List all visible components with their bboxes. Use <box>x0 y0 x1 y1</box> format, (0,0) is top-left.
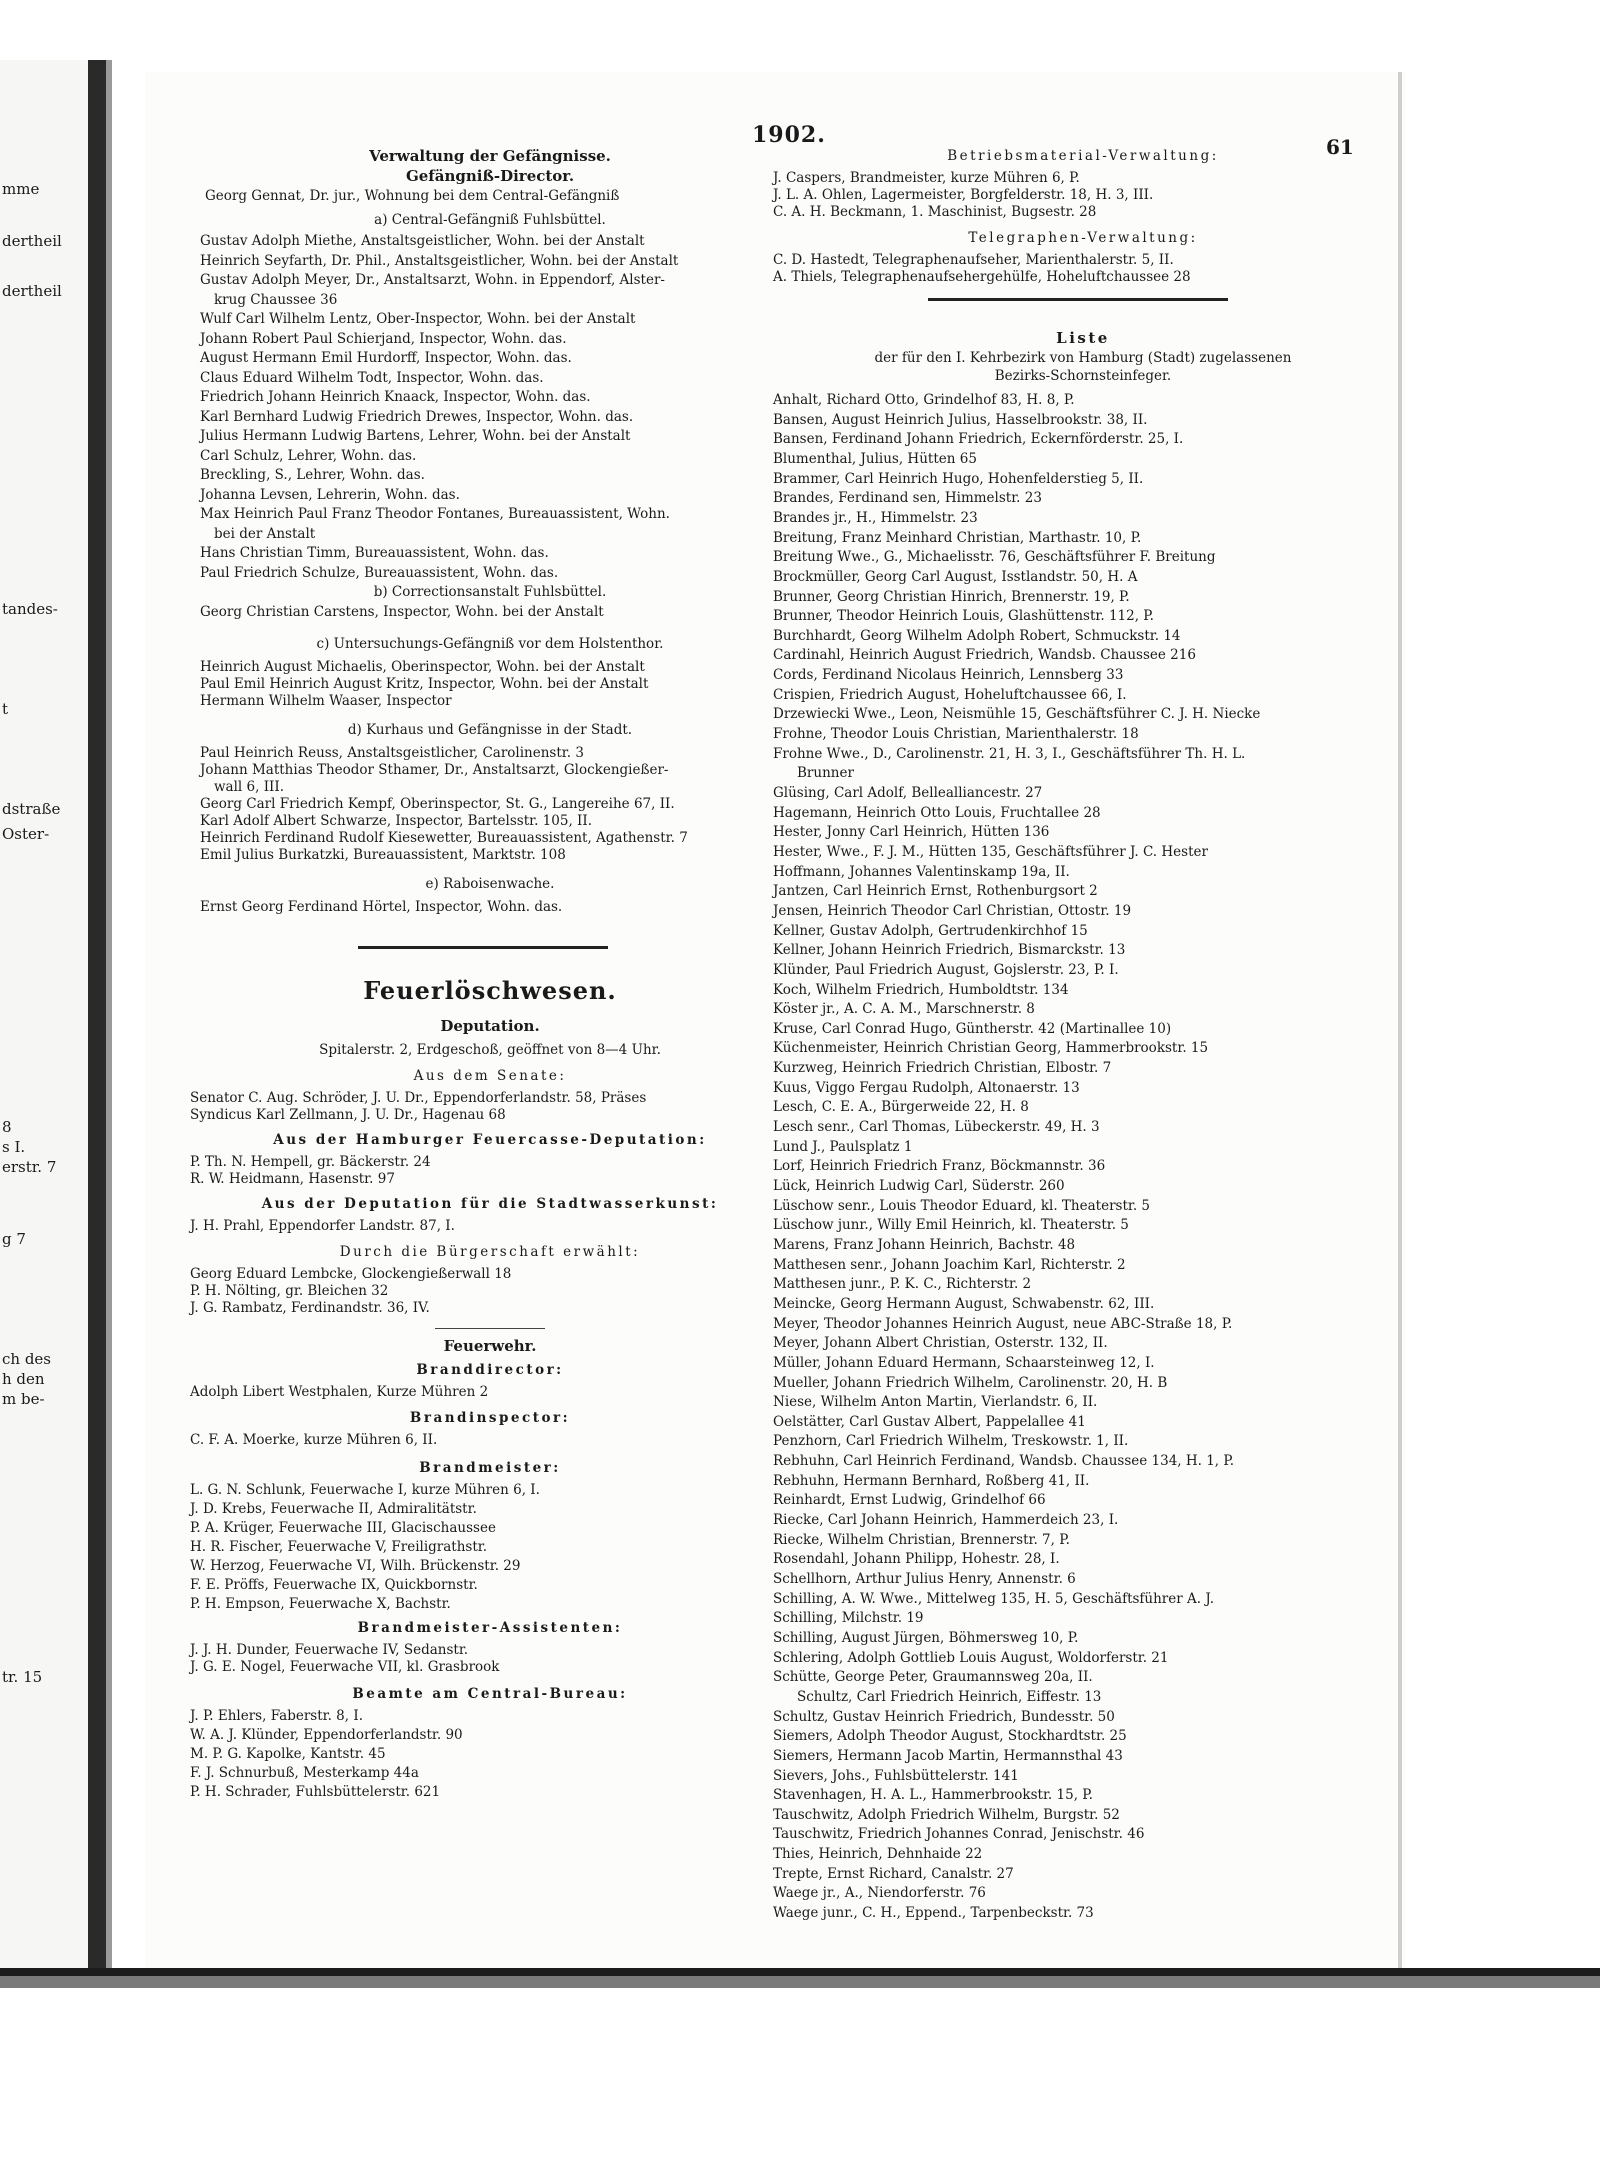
list-entry: Frohne, Theodor Louis Christian, Marienthalerstr. 18 <box>773 726 1139 743</box>
list-entry: Meincke, Georg Hermann August, Schwabenstr. 62, III. <box>773 1295 1155 1312</box>
entry: A. Thiels, Telegraphenaufsehergehülfe, Hoheluftchaussee 28 <box>773 269 1191 285</box>
entry: P. Th. N. Hempell, gr. Bäckerstr. 24 <box>190 1154 431 1170</box>
list-entry: M. P. G. Kapolke, Kantstr. 45 <box>190 1746 386 1762</box>
entry: Georg Christian Carstens, Inspector, Wohn. bei der Anstalt <box>200 604 604 620</box>
fire-section-title: Feuerlöschwesen. <box>363 976 617 1005</box>
list-entry: H. R. Fischer, Feuerwache V, Freiligrathstr. <box>190 1539 488 1555</box>
list-entry: J. D. Krebs, Feuerwache II, Admiralitätstr. <box>190 1501 477 1517</box>
list-entry: Brunner <box>797 765 854 782</box>
list-entry: Breitung, Franz Meinhard Christian, Marthastr. 10, P. <box>773 529 1142 546</box>
entry: J. H. Prahl, Eppendorfer Landstr. 87, I. <box>190 1218 455 1234</box>
subsection-heading: Betriebsmaterial-Verwaltung: <box>947 148 1219 164</box>
list-entry: Gustav Adolph Meyer, Dr., Anstaltsarzt, Wohn. in Eppendorf, Alster- <box>200 272 665 288</box>
list-entry: Stavenhagen, H. A. L., Hammerbrookstr. 15, P. <box>773 1787 1093 1804</box>
list-entry: Lesch, C. E. A., Bürgerweide 22, H. 8 <box>773 1099 1029 1116</box>
list-entry: Rosendahl, Johann Philipp, Hohestr. 28, I. <box>773 1551 1060 1568</box>
list-entry: Klünder, Paul Friedrich August, Gojslerstr. 23, P. I. <box>773 961 1119 978</box>
page-number: 61 <box>1326 135 1354 159</box>
list-entry: Brunner, Theodor Heinrich Louis, Glashüttenstr. 112, P. <box>773 608 1154 625</box>
list-entry: Brandes jr., H., Himmelstr. 23 <box>773 509 978 526</box>
list-entry: J. P. Ehlers, Faberstr. 8, I. <box>190 1708 363 1724</box>
list-entry: Küchenmeister, Heinrich Christian Georg, Hammerbrookstr. 15 <box>773 1040 1209 1057</box>
list-entry: Hester, Wwe., F. J. M., Hütten 135, Geschäftsführer J. C. Hester <box>773 843 1208 860</box>
list-entry: Thies, Heinrich, Dehnhaide 22 <box>773 1846 983 1863</box>
list-entry: Meyer, Johann Albert Christian, Osterstr. 132, II. <box>773 1335 1108 1352</box>
brigade-heading: Feuerwehr. <box>443 1337 537 1355</box>
deputation-address: Spitalerstr. 2, Erdgeschoß, geöffnet von 8—4 Uhr. <box>319 1042 661 1058</box>
list-entry: krug Chaussee 36 <box>214 291 338 308</box>
list-entry: Heinrich Seyfarth, Dr. Phil., Anstaltsgeistlicher, Wohn. bei der Anstalt <box>200 252 679 269</box>
list-entry: Max Heinrich Paul Franz Theodor Fontanes, Bureauassistent, Wohn. <box>200 506 670 522</box>
list-entry: Kruse, Carl Conrad Hugo, Güntherstr. 42 (Martinallee 10) <box>773 1020 1172 1037</box>
list-entry: Schellhorn, Arthur Julius Henry, Annenstr. 6 <box>773 1571 1076 1587</box>
list-entry: Köster jr., A. C. A. M., Marschnerstr. 8 <box>773 1001 1035 1018</box>
list-entry: P. A. Krüger, Feuerwache III, Glacischaussee <box>190 1520 496 1536</box>
list-entry: Rebhuhn, Hermann Bernhard, Roßberg 41, II. <box>773 1472 1090 1489</box>
list-entry: Koch, Wilhelm Friedrich, Humboldtstr. 134 <box>773 981 1069 998</box>
deputation-heading: Deputation. <box>440 1017 540 1035</box>
list-entry: Hagemann, Heinrich Otto Louis, Fruchtallee 28 <box>773 804 1101 821</box>
left-fragment: tr. 15 <box>2 1668 43 1686</box>
list-entry: Siemers, Adolph Theodor August, Stockhardtstr. 25 <box>773 1728 1127 1745</box>
subsection-heading: Branddirector: <box>416 1362 564 1378</box>
list-entry: P. H. Schrader, Fuhlsbüttelerstr. 621 <box>190 1784 441 1800</box>
list-entry: Waege junr., C. H., Eppend., Tarpenbeckstr. 73 <box>773 1905 1094 1922</box>
list-entry: bei der Anstalt <box>214 525 316 542</box>
list-entry: Waege jr., A., Niendorferstr. 76 <box>773 1885 986 1902</box>
left-fragment: t <box>2 700 9 718</box>
entry: J. J. H. Dunder, Feuerwache IV, Sedanstr. <box>190 1642 469 1658</box>
list-entry: Breitung Wwe., G., Michaelisstr. 76, Geschäftsführer F. Breitung <box>773 549 1216 566</box>
list-entry: Crispien, Friedrich August, Hoheluftchaussee 66, I. <box>773 686 1127 703</box>
left-fragment: h den <box>2 1370 45 1388</box>
list-entry: Rebhuhn, Carl Heinrich Ferdinand, Wandsb. Chaussee 134, H. 1, P. <box>773 1453 1235 1470</box>
list-entry: Anhalt, Richard Otto, Grindelhof 83, H. 8, P. <box>773 392 1075 408</box>
list-entry: W. A. J. Klünder, Eppendorferlandstr. 90 <box>190 1727 463 1743</box>
list-entry: Glüsing, Carl Adolf, Bellealliancestr. 27 <box>773 785 1043 801</box>
list-entry: F. E. Pröffs, Feuerwache IX, Quickbornstr. <box>190 1577 478 1593</box>
list-entry: Müller, Johann Eduard Hermann, Schaarsteinweg 12, I. <box>773 1354 1155 1371</box>
list-entry: Riecke, Carl Johann Heinrich, Hammerdeich 23, I. <box>773 1512 1119 1529</box>
entry: Syndicus Karl Zellmann, J. U. Dr., Hagenau 68 <box>190 1107 506 1123</box>
list-entry: Reinhardt, Ernst Ludwig, Grindelhof 66 <box>773 1492 1046 1509</box>
list-entry: Gustav Adolph Miethe, Anstaltsgeistlicher, Wohn. bei der Anstalt <box>200 233 645 249</box>
list-entry: Kuus, Viggo Fergau Rudolph, Altonaerstr. 13 <box>773 1079 1080 1096</box>
entry: P. H. Nölting, gr. Bleichen 32 <box>190 1283 389 1299</box>
left-fragment: mme <box>2 180 40 198</box>
list-entry: Paul Friedrich Schulze, Bureauassistent, Wohn. das. <box>200 564 559 581</box>
scan-bottom-strip <box>0 1976 1600 1988</box>
subsection-heading: Brandmeister: <box>419 1460 561 1476</box>
book-spine <box>88 60 106 1980</box>
list-entry: Hans Christian Timm, Bureauassistent, Wohn. das. <box>200 545 549 561</box>
entry: Paul Heinrich Reuss, Anstaltsgeistlicher, Carolinenstr. 3 <box>200 745 584 761</box>
entry: Georg Carl Friedrich Kempf, Oberinspector, St. G., Langereihe 67, II. <box>200 796 675 812</box>
list-entry: Kellner, Gustav Adolph, Gertrudenkirchhof 15 <box>773 922 1088 939</box>
list-entry: Kurzweg, Heinrich Friedrich Christian, Elbostr. 7 <box>773 1060 1112 1077</box>
list-entry: Penzhorn, Carl Friedrich Wilhelm, Treskowstr. 1, II. <box>773 1433 1129 1450</box>
list-entry: Lüschow senr., Louis Theodor Eduard, kl. Theaterstr. 5 <box>773 1197 1151 1214</box>
list-entry: Schilling, August Jürgen, Böhmersweg 10, P. <box>773 1629 1079 1646</box>
list-entry: Trepte, Ernst Richard, Canalstr. 27 <box>773 1865 1014 1882</box>
subsection-heading: b) Correctionsanstalt Fuhlsbüttel. <box>373 584 607 600</box>
list-entry: Schultz, Gustav Heinrich Friedrich, Bundesstr. 50 <box>773 1708 1115 1725</box>
list-entry: Lüschow junr., Willy Emil Heinrich, kl. Theaterstr. 5 <box>773 1217 1129 1234</box>
list-entry: Burchhardt, Georg Wilhelm Adolph Robert, Schmuckstr. 14 <box>773 627 1181 644</box>
entry: Georg Gennat, Dr. jur., Wohnung bei dem Central-Gefängniß <box>205 188 620 204</box>
list-entry: Johanna Levsen, Lehrerin, Wohn. das. <box>200 486 460 503</box>
entry: J. G. E. Nogel, Feuerwache VII, kl. Grasbrook <box>190 1659 500 1675</box>
entry: Heinrich August Michaelis, Oberinspector, Wohn. bei der Anstalt <box>200 659 645 675</box>
section-subheading: Gefängniß-Director. <box>405 167 575 185</box>
entry: Heinrich Ferdinand Rudolf Kiesewetter, Bureauassistent, Agathenstr. 7 <box>200 830 688 846</box>
list-entry: Wulf Carl Wilhelm Lentz, Ober-Inspector, Wohn. bei der Anstalt <box>200 311 636 327</box>
page-year: 1902. <box>752 122 826 148</box>
entry: wall 6, III. <box>214 779 284 795</box>
list-entry: Schütte, George Peter, Graumannsweg 20a, II. <box>773 1669 1093 1686</box>
entry: R. W. Heidmann, Hasenstr. 97 <box>190 1171 395 1187</box>
list-entry: Hoffmann, Johannes Valentinskamp 19a, II. <box>773 863 1070 880</box>
left-fragment: erstr. 7 <box>2 1158 57 1176</box>
entry: Paul Emil Heinrich August Kritz, Inspector, Wohn. bei der Anstalt <box>200 676 649 692</box>
list-entry: Schultz, Carl Friedrich Heinrich, Eiffestr. 13 <box>797 1688 1102 1705</box>
subsection-heading: Brandmeister-Assistenten: <box>357 1620 623 1636</box>
entry: Adolph Libert Westphalen, Kurze Mühren 2 <box>190 1384 489 1400</box>
list-entry: Claus Eduard Wilhelm Todt, Inspector, Wohn. das. <box>200 369 544 386</box>
list-entry: Sievers, Johs., Fuhlsbüttelerstr. 141 <box>773 1767 1019 1784</box>
list-entry: Brammer, Carl Heinrich Hugo, Hohenfelderstieg 5, II. <box>773 470 1144 487</box>
entry: J. G. Rambatz, Ferdinandstr. 36, IV. <box>190 1300 430 1316</box>
list-entry: Brunner, Georg Christian Hinrich, Brennerstr. 19, P. <box>773 588 1130 605</box>
list-entry: Lorf, Heinrich Friedrich Franz, Böckmannstr. 36 <box>773 1158 1106 1175</box>
book-spine-edge <box>106 60 112 1980</box>
list-entry: Frohne Wwe., D., Carolinenstr. 21, H. 3, I., Geschäftsführer Th. H. L. <box>773 745 1246 762</box>
left-fragment: Oster- <box>2 825 50 843</box>
entry: Hermann Wilhelm Waaser, Inspector <box>200 693 452 709</box>
list-entry: Bansen, August Heinrich Julius, Hasselbrookstr. 38, II. <box>773 411 1148 428</box>
subsection-heading: Beamte am Central-Bureau: <box>352 1686 628 1702</box>
entry: C. A. H. Beckmann, 1. Maschinist, Bugsestr. 28 <box>773 204 1097 220</box>
entry: C. F. A. Moerke, kurze Mühren 6, II. <box>190 1432 438 1448</box>
list-entry: Oelstätter, Carl Gustav Albert, Pappelallee 41 <box>773 1413 1086 1430</box>
left-fragment: tandes- <box>2 600 58 618</box>
list-entry: Cardinahl, Heinrich August Friedrich, Wandsb. Chaussee 216 <box>773 647 1196 664</box>
list-entry: Schilling, A. W. Wwe., Mittelweg 135, H. 5, Geschäftsführer A. J. <box>773 1590 1214 1607</box>
subsection-heading: Aus dem Senate: <box>413 1068 567 1084</box>
entry: Senator C. Aug. Schröder, J. U. Dr., Eppendorferlandstr. 58, Präses <box>190 1090 647 1106</box>
list-entry: Brockmüller, Georg Carl August, Isstlandstr. 50, H. A <box>773 568 1138 585</box>
subsection-heading: e) Raboisenwache. <box>425 876 555 892</box>
list-subtitle: Bezirks-Schornsteinfeger. <box>994 368 1172 384</box>
list-entry: Brandes, Ferdinand sen, Himmelstr. 23 <box>773 490 1042 507</box>
list-entry: Lück, Heinrich Ludwig Carl, Süderstr. 260 <box>773 1178 1065 1194</box>
list-entry: W. Herzog, Feuerwache VI, Wilh. Brückenstr. 29 <box>190 1558 521 1574</box>
list-entry: Mueller, Johann Friedrich Wilhelm, Carolinenstr. 20, H. B <box>773 1374 1168 1391</box>
list-entry: Lesch senr., Carl Thomas, Lübeckerstr. 49, H. 3 <box>773 1119 1100 1136</box>
section-divider <box>358 946 608 949</box>
list-entry: Riecke, Wilhelm Christian, Brennerstr. 7, P. <box>773 1531 1070 1548</box>
subsection-heading: a) Central-Gefängniß Fuhlsbüttel. <box>374 212 606 228</box>
left-fragment: dstraße <box>2 800 61 818</box>
left-fragment: ch des <box>2 1350 52 1368</box>
left-fragment: s I. <box>2 1138 26 1156</box>
subsection-heading: d) Kurhaus und Gefängnisse in der Stadt. <box>347 722 633 738</box>
left-fragment: g 7 <box>2 1230 26 1248</box>
page-edge <box>1398 72 1402 1972</box>
left-fragment: dertheil <box>2 232 62 250</box>
list-entry: August Hermann Emil Hurdorff, Inspector, Wohn. das. <box>200 350 572 366</box>
entry: J. Caspers, Brandmeister, kurze Mühren 6, P. <box>773 170 1080 186</box>
entry: Karl Adolf Albert Schwarze, Inspector, Bartelsstr. 105, II. <box>200 813 592 829</box>
list-entry: Niese, Wilhelm Anton Martin, Vierlandstr. 6, II. <box>773 1394 1098 1411</box>
subsection-heading: Brandinspector: <box>409 1410 571 1426</box>
entry: Johann Matthias Theodor Sthamer, Dr., Anstaltsarzt, Glockengießer- <box>200 762 669 778</box>
list-entry: Karl Bernhard Ludwig Friedrich Drewes, Inspector, Wohn. das. <box>200 408 634 425</box>
list-entry: Jantzen, Carl Heinrich Ernst, Rothenburgsort 2 <box>773 883 1098 900</box>
list-entry: Johann Robert Paul Schierjand, Inspector, Wohn. das. <box>200 330 567 347</box>
list-entry: Marens, Franz Johann Heinrich, Bachstr. 48 <box>773 1236 1076 1253</box>
left-fragment: m be- <box>2 1390 45 1408</box>
entry: Emil Julius Burkatzki, Bureauassistent, Marktstr. 108 <box>200 847 566 863</box>
list-entry: Bansen, Ferdinand Johann Friedrich, Eckernförderstr. 25, I. <box>773 431 1184 448</box>
list-entry: Lund J., Paulsplatz 1 <box>773 1138 913 1155</box>
subsection-heading: Telegraphen-Verwaltung: <box>968 230 1198 246</box>
section-heading: Verwaltung der Gefängnisse. <box>369 147 611 165</box>
left-fragment: 8 <box>2 1118 12 1136</box>
subsection-heading: Aus der Hamburger Feuercasse-Deputation: <box>273 1132 707 1148</box>
list-subtitle: der für den I. Kehrbezirk von Hamburg (Stadt) zugelassenen <box>874 350 1292 366</box>
left-page-fragment <box>0 60 88 1980</box>
list-entry: Tauschwitz, Adolph Friedrich Wilhelm, Burgstr. 52 <box>773 1806 1120 1823</box>
page-bottom-edge <box>0 1968 1600 1976</box>
list-entry: Siemers, Hermann Jacob Martin, Hermannsthal 43 <box>773 1747 1123 1764</box>
list-entry: Schilling, Milchstr. 19 <box>773 1610 924 1627</box>
list-entry: Matthesen junr., P. K. C., Richterstr. 2 <box>773 1276 1032 1293</box>
subsection-heading: c) Untersuchungs-Gefängniß vor dem Holstenthor. <box>316 636 664 652</box>
subsection-heading: Durch die Bürgerschaft erwählt: <box>339 1244 641 1260</box>
entry: C. D. Hastedt, Telegraphenaufseher, Marienthalerstr. 5, II. <box>773 252 1174 268</box>
list-entry: Meyer, Theodor Johannes Heinrich August, neue ABC-Straße 18, P. <box>773 1315 1233 1332</box>
list-entry: L. G. N. Schlunk, Feuerwache I, kurze Mühren 6, I. <box>190 1482 540 1498</box>
list-entry: Breckling, S., Lehrer, Wohn. das. <box>200 467 425 483</box>
list-entry: Drzewiecki Wwe., Leon, Neismühle 15, Geschäftsführer C. J. H. Niecke <box>773 706 1261 723</box>
list-entry: Jensen, Heinrich Theodor Carl Christian, Ottostr. 19 <box>773 902 1132 919</box>
list-entry: Hester, Jonny Carl Heinrich, Hütten 136 <box>773 824 1050 841</box>
entry: J. L. A. Ohlen, Lagermeister, Borgfelderstr. 18, H. 3, III. <box>773 187 1154 203</box>
list-entry: P. H. Empson, Feuerwache X, Bachstr. <box>190 1596 451 1612</box>
list-entry: F. J. Schnurbuß, Mesterkamp 44a <box>190 1765 419 1781</box>
subsection-heading: Aus der Deputation für die Stadtwasserkunst: <box>261 1196 719 1212</box>
entry: Ernst Georg Ferdinand Hörtel, Inspector, Wohn. das. <box>200 899 563 915</box>
list-entry: Kellner, Johann Heinrich Friedrich, Bismarckstr. 13 <box>773 942 1126 959</box>
divider <box>435 1328 545 1329</box>
list-entry: Carl Schulz, Lehrer, Wohn. das. <box>200 447 417 464</box>
entry: Georg Eduard Lembcke, Glockengießerwall 18 <box>190 1266 512 1282</box>
list-entry: Julius Hermann Ludwig Bartens, Lehrer, Wohn. bei der Anstalt <box>200 428 631 444</box>
list-entry: Friedrich Johann Heinrich Knaack, Inspector, Wohn. das. <box>200 389 591 405</box>
list-title: Liste <box>1056 329 1110 347</box>
list-entry: Cords, Ferdinand Nicolaus Heinrich, Lennsberg 33 <box>773 667 1124 684</box>
left-fragment: dertheil <box>2 282 62 300</box>
section-divider <box>928 298 1228 301</box>
list-entry: Schlering, Adolph Gottlieb Louis August, Woldorferstr. 21 <box>773 1649 1169 1666</box>
list-entry: Matthesen senr., Johann Joachim Karl, Richterstr. 2 <box>773 1256 1126 1273</box>
list-entry: Tauschwitz, Friedrich Johannes Conrad, Jenischstr. 46 <box>773 1826 1145 1843</box>
list-entry: Blumenthal, Julius, Hütten 65 <box>773 450 977 467</box>
